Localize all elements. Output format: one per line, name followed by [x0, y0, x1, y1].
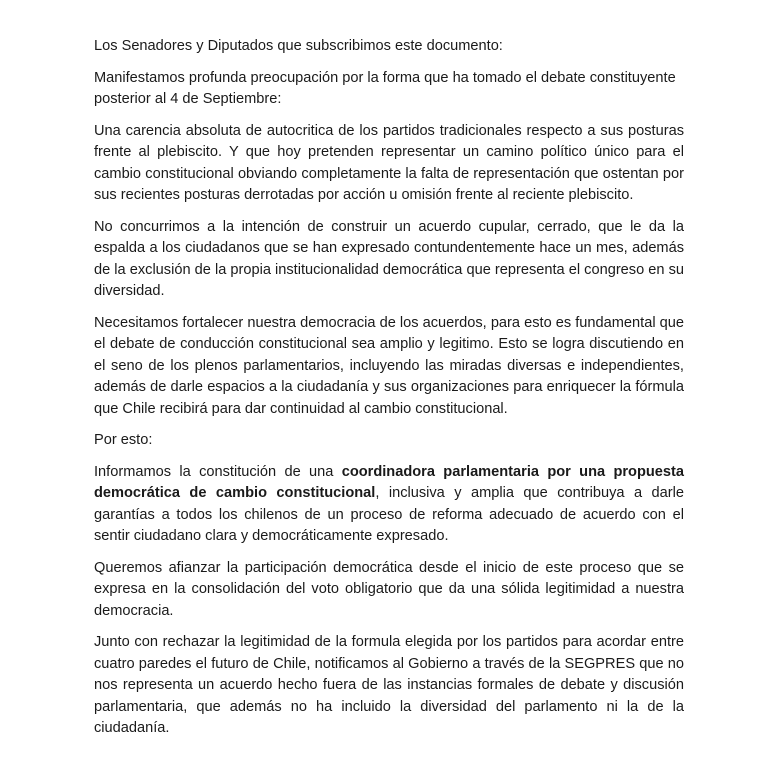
- coordinadora-text-pre: Informamos la constitución de una: [94, 463, 342, 480]
- paragraph-coordinadora: [94, 462, 684, 548]
- coordinadora-text-post: , inclusiva y amplia que contribuya a darle garantías a todos los chilenos de un proceso de reforma adecuado de acuerdo con el sentir ciudadano clara y democráticamente expresado.: [94, 485, 684, 544]
- paragraph-participation: Queremos afianzar la participación democrática desde el inicio de este proceso que se expresa en la consolidación del voto obligatorio que da una sólida legitimidad a nuestra democracia.: [94, 559, 684, 619]
- paragraph-self-criticism: Una carencia absoluta de autocritica de los partidos tradicionales respecto a sus posturas frente al plebiscito. Y que hoy pretenden representar un camino político único para el cambio constitucional obviando completamente la falta de representación que ostentan por sus recientes posturas derrotadas por acción u omisión frente al reciente plebiscito.: [94, 122, 684, 203]
- paragraph-rejection: Junto con rechazar la legitimidad de la formula elegida por los partidos para acordar entre cuatro paredes el futuro de Chile, notificamos al Gobierno a través de la SEGPRES que no nos representa un acuerdo hecho fuera de las instancias formales de debate y discusión parlamentaria, que además no ha incluido la diversidad del parlamento ni la de la ciudadanía.: [94, 634, 684, 736]
- paragraph-salutation: Los Senadores y Diputados que subscribimos este documento:: [94, 38, 503, 54]
- paragraph-strengthen-democracy: Necesitamos fortalecer nuestra democracia de los acuerdos, para esto es fundamental que el debate de conducción constitucional sea amplio y legitimo. Esto se logra discutiendo en el seno de los plenos parlamentarios, incluyendo las miradas diversas e independientes, además de darle espacios a la ciudadanía y sus organizaciones para enriquecer la fórmula que Chile recibirá para dar continuidad al cambio constitucional.: [94, 314, 684, 417]
- paragraph-concern: Manifestamos profunda preocupación por la forma que ha tomado el debate constituyente posterior al 4 de Septiembre:: [94, 69, 676, 107]
- coordinadora-bold-text: coordinadora parlamentaria por una propuesta democrática de cambio constitucional: [94, 463, 685, 501]
- document-body: [94, 36, 684, 750]
- paragraph-por-esto: Por esto:: [94, 432, 153, 448]
- paragraph-no-agreement: No concurrimos a la intención de construir un acuerdo cupular, cerrado, que le da la espalda a los ciudadanos que se han expresado contundentemente hace un mes, además de la exclusión de la propia institucionalidad democrática que representa el congreso en su diversidad.: [94, 218, 684, 299]
